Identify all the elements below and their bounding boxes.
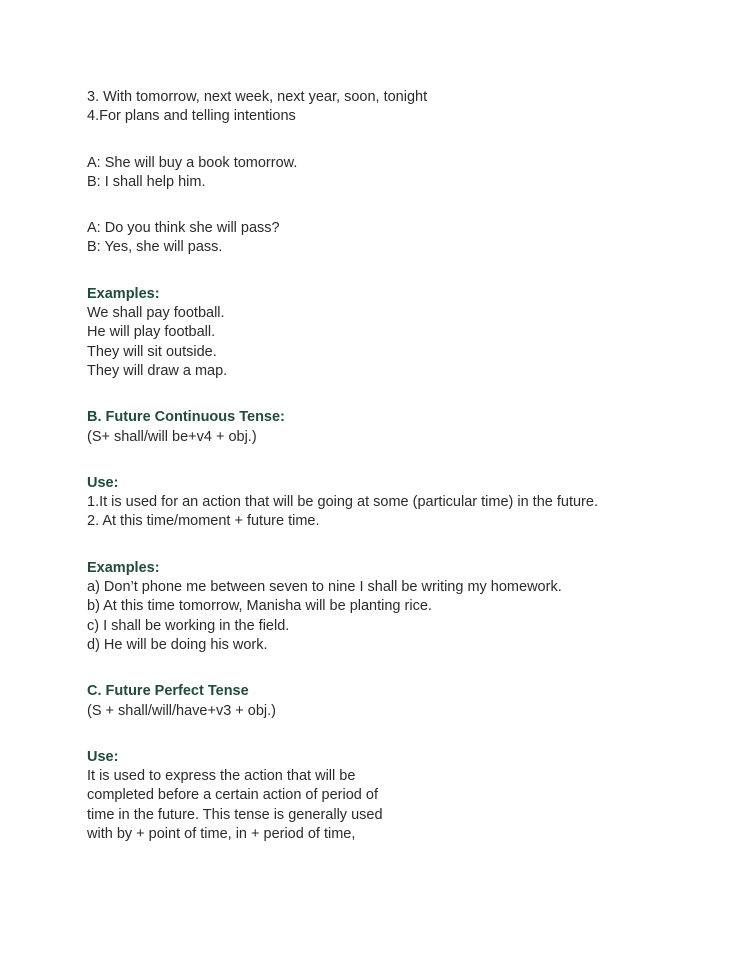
dialogue-line: B: I shall help him. (87, 173, 206, 190)
future-continuous-section (87, 408, 687, 447)
future-continuous-examples (87, 559, 687, 655)
spacer (87, 721, 687, 748)
spacer (87, 258, 687, 285)
spacer (87, 381, 687, 408)
example-item: We shall pay football. (87, 305, 225, 322)
dialogue-1 (87, 154, 687, 193)
spacer (87, 447, 687, 474)
section-heading: B. Future Continuous Tense: (87, 409, 285, 426)
dialogue-line: B: Yes, she will pass. (87, 239, 223, 256)
use-paragraph-line: with by + point of time, in + period of time, (87, 826, 356, 843)
example-item: They will draw a map. (87, 362, 228, 379)
future-perfect-section (87, 682, 687, 721)
intro-uses (87, 88, 687, 127)
spacer (87, 127, 687, 154)
dialogue-line: A: She will buy a book tomorrow. (87, 154, 298, 171)
example-item: d) He will be doing his work. (87, 636, 268, 653)
examples-heading: Examples: (87, 285, 160, 302)
future-continuous-use (87, 474, 687, 532)
example-item: b) At this time tomorrow, Manisha will be planting rice. (87, 598, 432, 615)
use-paragraph-line: time in the future. This tense is generally used (87, 806, 383, 823)
spacer (87, 532, 687, 559)
use-paragraph-line: It is used to express the action that will be (87, 768, 356, 785)
formula: (S + shall/will/have+v3 + obj.) (87, 702, 276, 719)
spacer (87, 655, 687, 682)
future-perfect-use (87, 748, 687, 844)
use-item: 3. With tomorrow, next week, next year, soon, tonight (87, 89, 428, 105)
spacer (87, 192, 687, 219)
document-page (87, 88, 687, 844)
example-item: c) I shall be working in the field. (87, 617, 290, 634)
simple-future-examples (87, 285, 687, 381)
use-heading: Use: (87, 748, 119, 765)
use-heading: Use: (87, 474, 119, 491)
example-item: They will sit outside. (87, 343, 217, 360)
use-item: 4.For plans and telling intentions (87, 108, 296, 125)
formula: (S+ shall/will be+v4 + obj.) (87, 428, 257, 445)
dialogue-line: A: Do you think she will pass? (87, 220, 280, 237)
example-item: He will play football. (87, 324, 216, 341)
section-heading: C. Future Perfect Tense (87, 683, 249, 700)
use-item: 1.It is used for an action that will be going at some (particular time) in the future. (87, 494, 598, 511)
use-item: 2. At this time/moment + future time. (87, 513, 320, 530)
example-item: a) Don’t phone me between seven to nine I shall be writing my homework. (87, 579, 562, 596)
dialogue-2 (87, 219, 687, 258)
examples-heading: Examples: (87, 559, 160, 576)
use-paragraph-line: completed before a certain action of period of (87, 787, 378, 804)
